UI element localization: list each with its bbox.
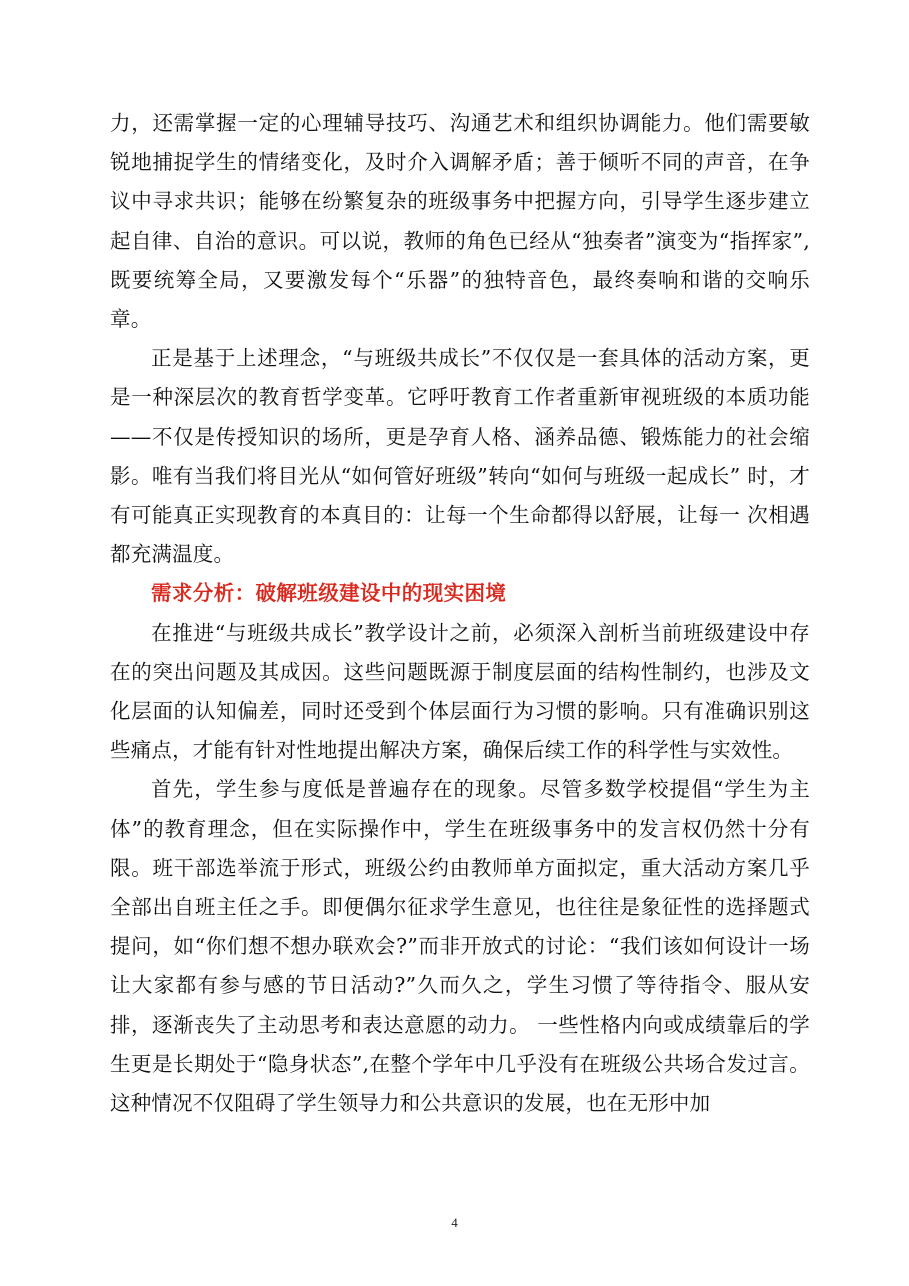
body-paragraph: 正是基于上述理念，“与班级共成长”不仅仅是一套具体的活动方案，更是一种深层次的教育哲学变革。它呼吁教育工作者重新审视班级的本质功能——不仅是传授知识的场所，更是孕育人格、涵养品德、锻炼能力的社会缩影。唯有当我们将目光从“如何管好班级”转向“如何与班级一起成长” 时，才有可能真正实现教育的本真目的：让每一个生命都得以舒展，让每一 次相遇都充满温度。: [110, 346, 810, 567]
section-heading: 需求分析：破解班级建设中的现实困境: [151, 581, 507, 606]
page-number: 4: [451, 1215, 458, 1230]
body-paragraph: 首先，学生参与度低是普遍存在的现象。尽管多数学校提倡“学生为主体”的教育理念，但在实际操作中，学生在班级事务中的发言权仍然十分有限。班干部选举流于形式，班级公约由教师单方面拟定，重大活动方案几乎全部出自班主任之手。即便偶尔征求学生意见，也往往是象征性的选择题式提问，如“你们想不想办联欢会?”而非开放式的讨论：“我们该如何设计一场让大家都有参与感的节日活动?”久而久之，学生习惯了等待指令、服从安排，逐渐丧失了主动思考和表达意愿的动力。 一些性格内向或成绩靠后的学生更是长期处于“隐身状态”,在整个学年中几乎没有在班级公共场合发过言。这种情况不仅阻碍了学生领导力和公共意识的发展，也在无形中加: [110, 777, 810, 1116]
body-paragraph: 在推进“与班级共成长”教学设计之前，必须深入剖析当前班级建设中存在的突出问题及其成因。这些问题既源于制度层面的结构性制约，也涉及文化层面的认知偏差，同时还受到个体层面行为习惯的影响。只有准确识别这些痛点，才能有针对性地提出解决方案，确保后续工作的科学性与实效性。: [110, 620, 810, 763]
body-paragraph: 力，还需掌握一定的心理辅导技巧、沟通艺术和组织协调能力。他们需要敏锐地捕捉学生的情绪变化，及时介入调解矛盾；善于倾听不同的声音，在争议中寻求共识；能够在纷繁复杂的班级事务中把握方向，引导学生逐步建立起自律、自治的意识。可以说，教师的角色已经从“独奏者”演变为“指挥家”,既要统筹全局，又要激发每个“乐器”的独特音色，最终奏响和谐的交响乐章。: [110, 111, 810, 332]
page-content: [110, 104, 810, 1123]
